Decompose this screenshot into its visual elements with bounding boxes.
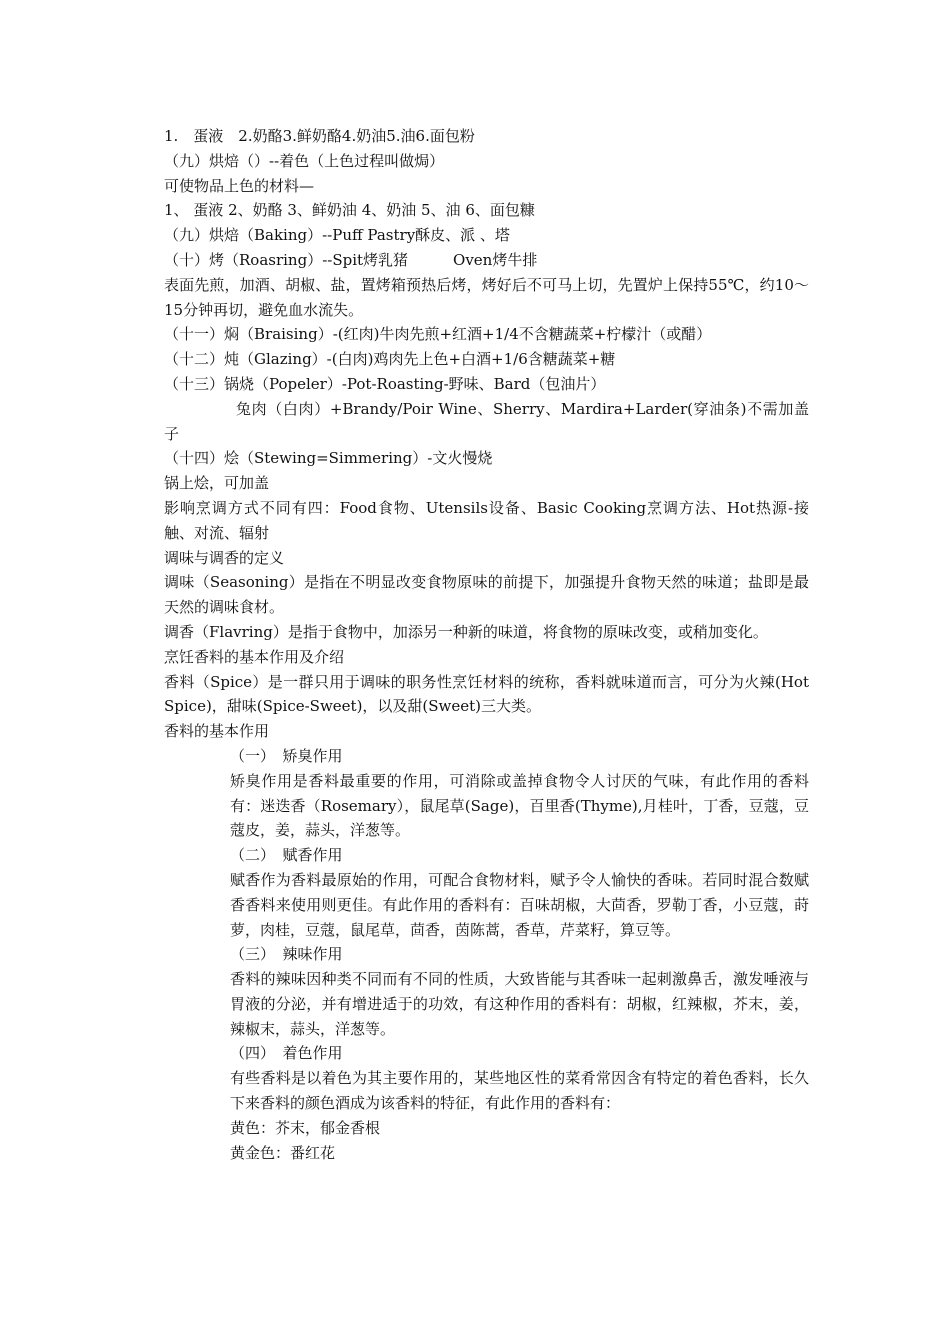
text-line-pot-roasting: （十三）锅烧（Popeler）-Pot-Roasting-野味、Bard（包油片）	[164, 374, 606, 393]
paragraph-seasoning: 调味（Seasoning）是指在不明显改变食物原味的前提下，加强提升食物天然的味道；盐即是最天然的调味食材。	[164, 573, 809, 617]
text-line-braising: （十一）焖（Braising）-(红肉)牛肉先煎+红酒+1/4不含糖蔬菜+柠檬汁（或醋）	[164, 325, 712, 344]
text-line-stewing: （十四）烩（Stewing=Simmering）-文火慢烧	[164, 449, 493, 468]
section-body-coloring-yellow: 黄色：芥末，郁金香根	[230, 1118, 381, 1137]
section-body-coloring: 有些香料是以着色为其主要作用的，某些地区性的菜肴常因含有特定的着色香料，长久下来香料的颜色酒成为该香料的特征，有此作用的香料有：	[230, 1069, 809, 1113]
section-heading-aroma: （二） 赋香作用	[230, 846, 343, 865]
section-heading-coloring: （四） 着色作用	[230, 1044, 343, 1063]
section-body-aroma: 赋香作为香料最原始的作用，可配合食物材料，赋予令人愉快的香味。若同时混合数赋香香料来使用则更佳。有此作用的香料有：百味胡椒，大茴香，罗勒丁香，小豆蔻，莳萝，肉桂，豆蔻，鼠尾草，茴香，茵陈蒿，香草，芹菜籽，算豆等。	[230, 870, 809, 939]
text-line-materials-list-2: 1、 蛋液 2、奶酪 3、鲜奶油 4、奶油 5、油 6、面包糠	[164, 201, 535, 220]
text-line-glazing: （十二）炖（Glazing）-(白肉)鸡肉先上色+白酒+1/6含糖蔬菜+糖	[164, 350, 616, 369]
section-heading-spicy: （三） 辣味作用	[230, 945, 343, 964]
paragraph-cooking-factors: 影响烹调方式不同有四：Food食物、Utensils设备、Basic Cooking烹调方法、Hot热源-接触、对流、辐射	[164, 498, 809, 542]
heading-spice-intro: 烹饪香料的基本作用及介绍	[164, 647, 345, 666]
text-line-pot-stew-lid: 锅上烩，可加盖	[164, 474, 270, 493]
heading-seasoning-definition: 调味与调香的定义	[164, 548, 285, 567]
paragraph-spice-definition: 香料（Spice）是一群只用于调味的职务性烹饪材料的统称，香料就味道而言，可分为火辣(Hot Spice)，甜味(Spice-Sweet)，以及甜(Sweet)三大类。	[164, 672, 809, 716]
section-heading-deodorizing: （一） 矫臭作用	[230, 746, 343, 765]
text-line-baking-coloring: （九）烘焙（）--着色（上色过程叫做焗）	[164, 151, 445, 170]
paragraph-flavoring: 调香（Flavring）是指于食物中，加添另一种新的味道，将食物的原味改变，或稍加变化。	[164, 622, 768, 641]
paragraph-roasting-method: 表面先煎，加酒、胡椒、盐，置烤箱预热后烤，烤好后不可马上切，先置炉上保持55℃，约10～15分钟再切，避免血水流失。	[164, 275, 809, 319]
document-body	[164, 124, 809, 1165]
text-line-materials-list-1: 1. 蛋液 2.奶酪3.鲜奶酪4.奶油5.油6.面包粉	[164, 127, 475, 145]
section-body-coloring-golden: 黄金色：番红花	[230, 1143, 336, 1162]
text-line-roasting: （十）烤（Roasring）--Spit烤乳猪 Oven烤牛排	[164, 250, 538, 269]
text-line-baking: （九）烘焙（Baking）--Puff Pastry酥皮、派 、塔	[164, 226, 510, 245]
section-body-deodorizing: 矫臭作用是香料最重要的作用，可消除或盖掉食物令人讨厌的气味，有此作用的香料有：迷迭香（Rosemary），鼠尾草(Sage)，百里香(Thyme),月桂叶，丁香，豆蔻，豆蔻皮，姜，蒜头，洋葱等。	[230, 771, 809, 840]
paragraph-rabbit-meat: 兔肉（白肉）+Brandy/Poir Wine、Sherry、Mardira+Larder(穿油条)不需加盖子	[164, 399, 809, 443]
section-body-spicy: 香料的辣味因种类不同而有不同的性质，大致皆能与其香味一起刺激鼻舌，激发唾液与胃液的分泌，并有增进适于的功效，有这种作用的香料有：胡椒，红辣椒，芥末，姜，辣椒末，蒜头，洋葱等。	[230, 970, 809, 1038]
text-line-coloring-materials: 可使物品上色的材料—	[164, 176, 315, 195]
heading-spice-functions: 香料的基本作用	[164, 722, 270, 741]
